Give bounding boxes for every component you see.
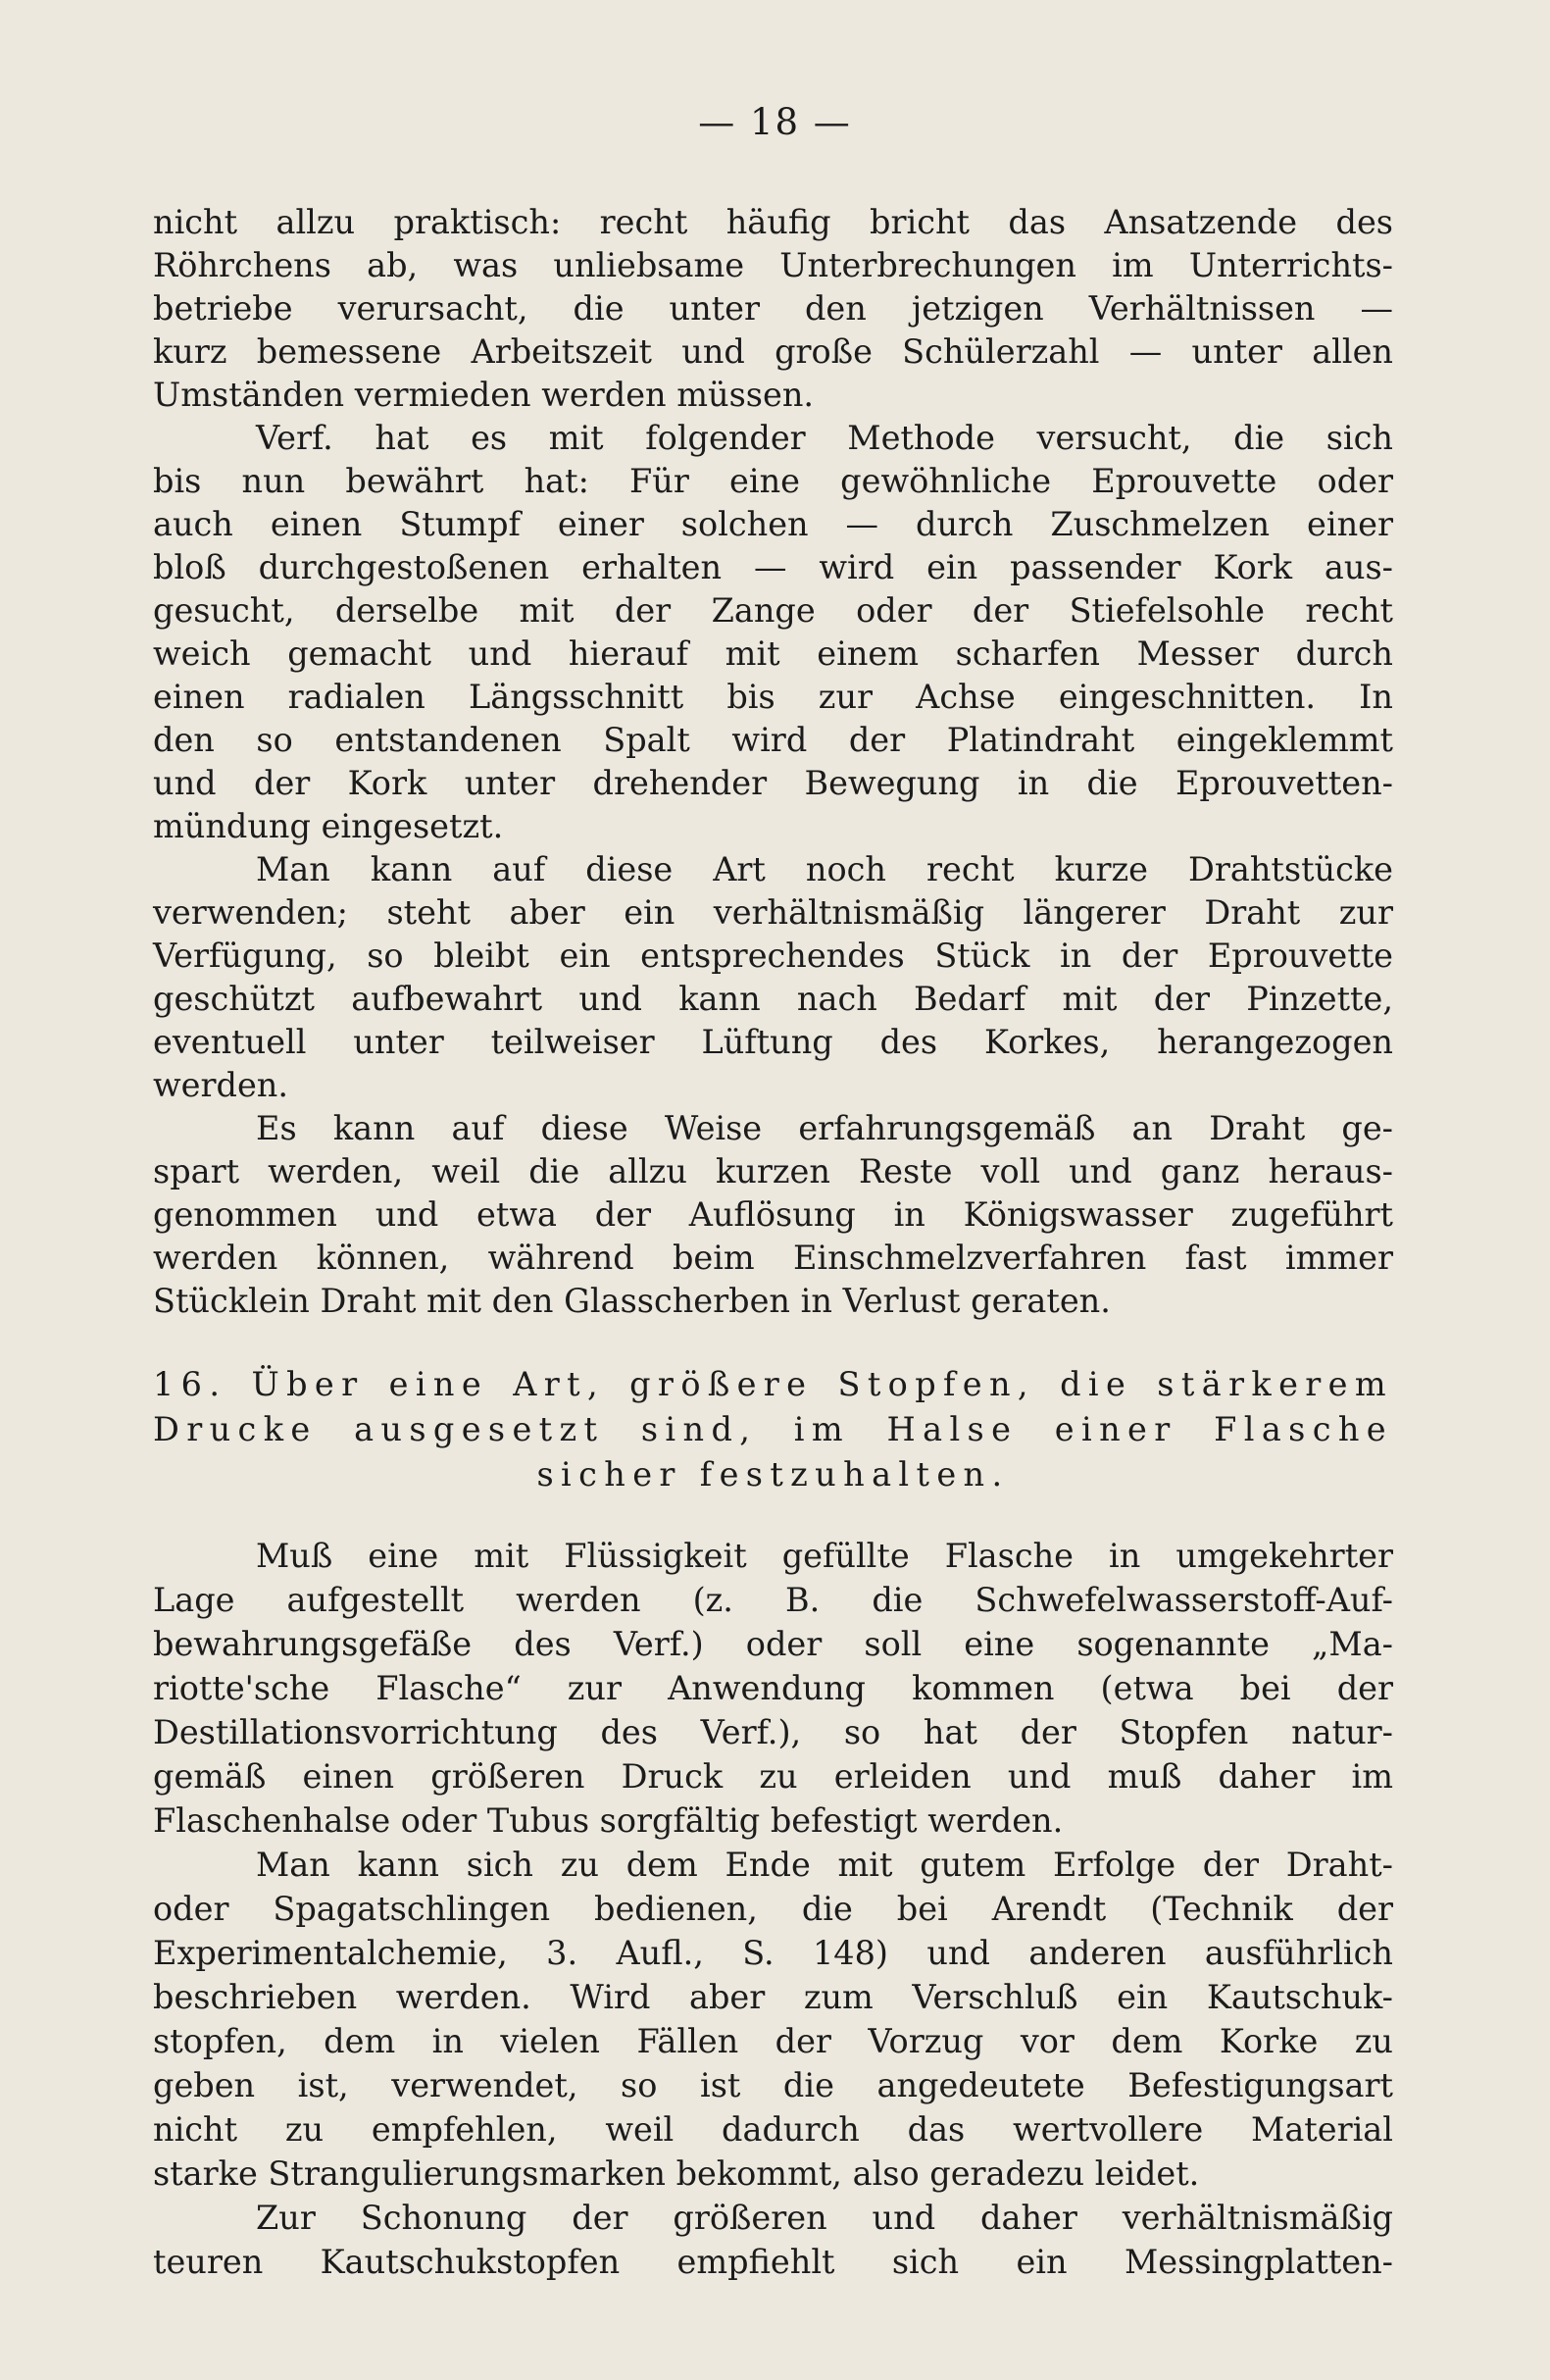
text-line: verwenden; steht aber ein verhältnismäßig längerer Draht zur: [153, 893, 1393, 932]
text-line: bloß durchgestoßenen erhalten — wird ein passender Kork aus-: [153, 548, 1393, 586]
text-line: mündung eingesetzt.: [153, 807, 504, 845]
text-line: Flaschenhalse oder Tubus sorgfältig befestigt werden.: [153, 1801, 1064, 1840]
section-heading-line: 16. Über eine Art, größere Stopfen, die stärkerem: [153, 1365, 1393, 1403]
text-line: gesucht, derselbe mit der Zange oder der Stiefelsohle recht: [153, 591, 1393, 630]
text-line: gemäß einen größeren Druck zu erleiden und muß daher im: [153, 1757, 1393, 1796]
text-line: Experimentalchemie, 3. Aufl., S. 148) und anderen ausführlich: [153, 1934, 1393, 1972]
text-line: auch einen Stumpf einer solchen — durch Zuschmelzen einer: [153, 505, 1393, 543]
text-line: Man kann auf diese Art noch recht kurze Drahtstücke: [256, 850, 1393, 888]
text-line: werden können, während beim Einschmelzverfahren fast immer: [153, 1239, 1393, 1277]
text-line: bewahrungsgefäße des Verf.) oder soll eine sogenannte „Ma-: [153, 1625, 1393, 1663]
section-heading-line: Drucke ausgesetzt sind, im Halse einer Flasche: [153, 1410, 1393, 1448]
page-number: — 18 —: [698, 101, 852, 143]
text-line: geschützt aufbewahrt und kann nach Bedarf mit der Pinzette,: [153, 980, 1393, 1018]
text-line: nicht allzu praktisch: recht häufig bricht das Ansatzende des: [153, 203, 1393, 241]
text-line: Stücklein Draht mit den Glasscherben in Verlust geraten.: [153, 1282, 1111, 1320]
text-line: und der Kork unter drehender Bewegung in die Eprouvetten-: [153, 764, 1393, 802]
text-line: Röhrchens ab, was unliebsame Unterbrechungen im Unterrichts-: [153, 246, 1393, 284]
text-line: Umständen vermieden werden müssen.: [153, 376, 815, 414]
text-line: Muß eine mit Flüssigkeit gefüllte Flasche in umgekehrter: [256, 1537, 1393, 1575]
text-line: genommen und etwa der Auflösung in Königswasser zugeführt: [153, 1195, 1393, 1234]
text-line: Zur Schonung der größeren und daher verhältnismäßig: [256, 2199, 1393, 2237]
text-line: einen radialen Längsschnitt bis zur Achse eingeschnitten. In: [153, 678, 1393, 716]
text-line: bis nun bewährt hat: Für eine gewöhnliche Eprouvette oder: [153, 462, 1393, 500]
text-line: den so entstandenen Spalt wird der Platindraht eingeklemmt: [153, 721, 1393, 759]
text-line: Destillationsvorrichtung des Verf.), so hat der Stopfen natur-: [153, 1713, 1393, 1751]
text-line: Verfügung, so bleibt ein entsprechendes Stück in der Eprouvette: [153, 937, 1393, 975]
text-line: starke Strangulierungsmarken bekommt, also geradezu leidet.: [153, 2154, 1200, 2193]
text-line: eventuell unter teilweiser Lüftung des Korkes, herangezogen: [153, 1023, 1393, 1061]
text-line: nicht zu empfehlen, weil dadurch das wertvollere Material: [153, 2110, 1393, 2149]
text-line: teuren Kautschukstopfen empfiehlt sich ein Messingplatten-: [153, 2243, 1393, 2281]
text-line: beschrieben werden. Wird aber zum Verschluß ein Kautschuk-: [153, 1978, 1393, 2016]
text-line: weich gemacht und hierauf mit einem scharfen Messer durch: [153, 634, 1393, 673]
text-line: oder Spagatschlingen bedienen, die bei Arendt (Technik der: [153, 1890, 1393, 1928]
text-line: Lage aufgestellt werden (z. B. die Schwefelwasserstoff-Auf-: [153, 1581, 1393, 1619]
text-line: betriebe verursacht, die unter den jetzigen Verhältnissen —: [153, 289, 1393, 328]
text-line: geben ist, verwendet, so ist die angedeutete Befestigungsart: [153, 2066, 1393, 2104]
text-line: spart werden, weil die allzu kurzen Reste voll und ganz heraus-: [153, 1152, 1393, 1190]
section-heading-line: sicher festzuhalten.: [536, 1455, 1010, 1494]
text-line: Verf. hat es mit folgender Methode versucht, die sich: [256, 419, 1393, 457]
text-line: stopfen, dem in vielen Fällen der Vorzug vor dem Korke zu: [153, 2022, 1393, 2060]
text-line: kurz bemessene Arbeitszeit und große Schülerzahl — unter allen: [153, 332, 1393, 371]
text-line: Man kann sich zu dem Ende mit gutem Erfolge der Draht-: [256, 1846, 1393, 1884]
text-line: Es kann auf diese Weise erfahrungsgemäß an Draht ge-: [256, 1109, 1393, 1147]
text-line: riotte'sche Flasche“ zur Anwendung kommen (etwa bei der: [153, 1669, 1393, 1707]
text-line: werden.: [153, 1066, 289, 1104]
